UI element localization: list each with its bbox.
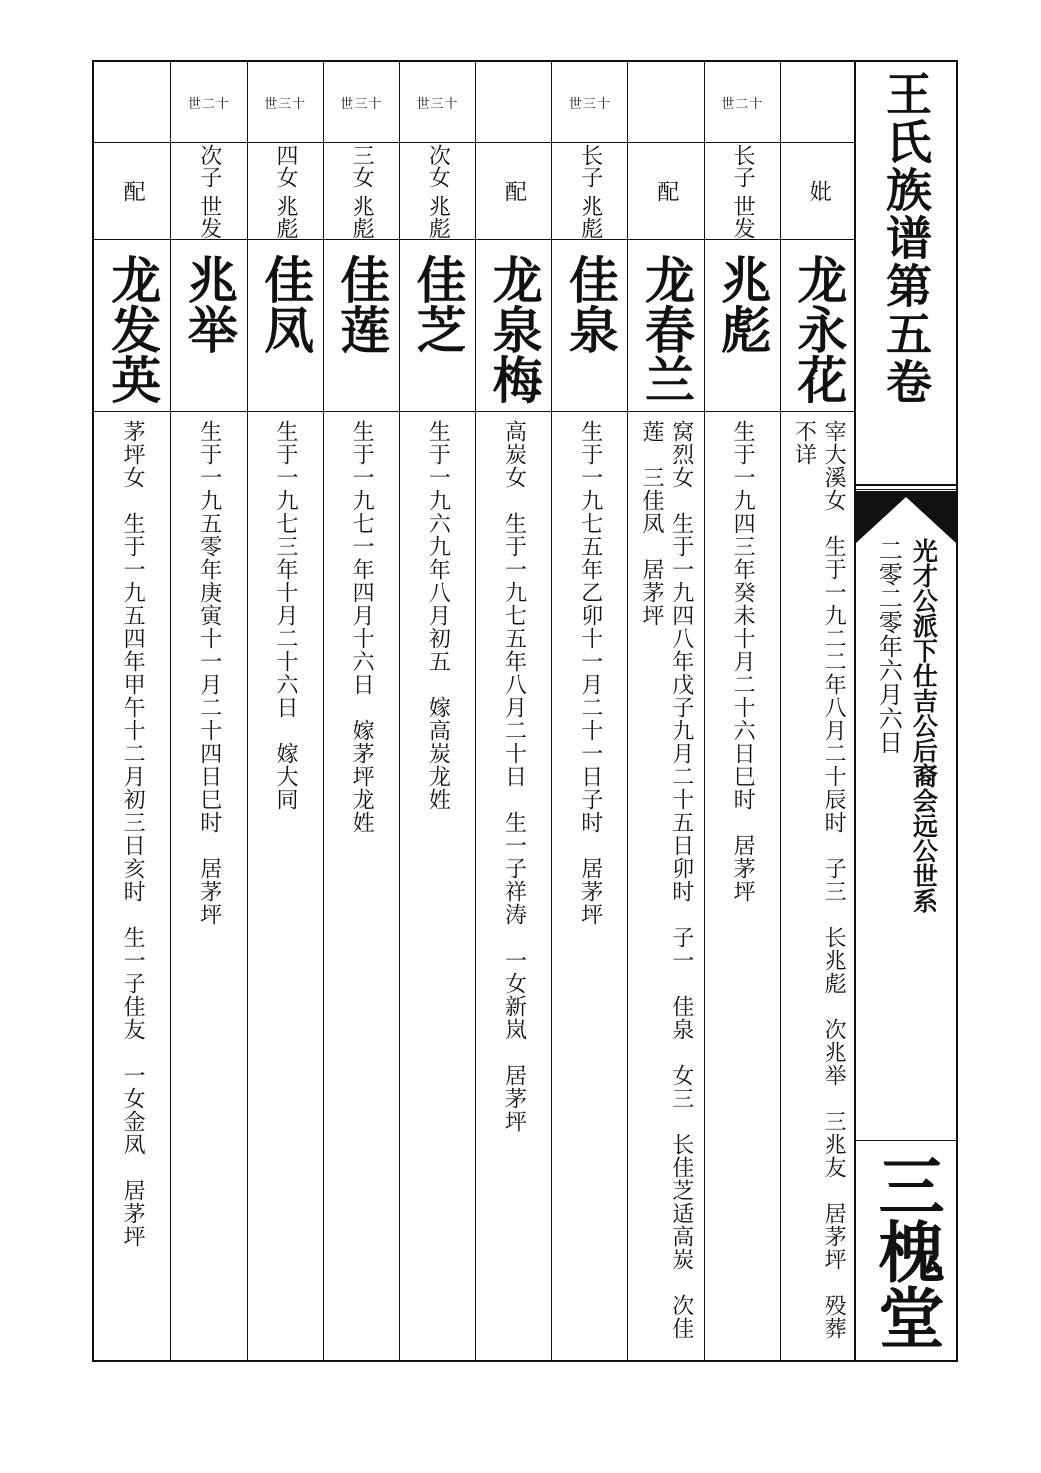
generation-cell: 世二十 [171,62,246,143]
person-name: 龙发英 [103,254,163,404]
title-panel [854,62,956,1360]
person-column [399,62,475,1360]
relation-text: 次子 世发 [196,143,222,239]
relation-text: 四女 兆彪 [272,143,298,239]
generation-cell: 世二十 [705,62,780,143]
person-name: 龙永花 [789,254,849,404]
book-title [856,70,956,406]
name-cell [781,240,856,412]
person-column [323,62,399,1360]
divider [856,1140,956,1141]
person-bio: 生于一九七三年十月二十六日 嫁大同 [272,420,298,811]
person-bio: 生于一九四三年癸未十月二十六日巳时 居茅坪 [730,420,756,903]
relation-cell [248,143,323,240]
relation-cell [628,143,703,240]
name-cell [94,240,170,412]
generation-cell [94,62,170,143]
hall-name [856,1152,956,1350]
name-cell [324,240,399,412]
person-name: 佳莲 [332,254,392,354]
bio-cell [324,412,399,1360]
person-name: 龙春兰 [637,254,697,404]
bio-cell [248,412,323,1360]
bio-cell [781,412,856,1360]
person-bio: 生于一九七五年乙卯十一月二十一日子时 居茅坪 [577,420,603,926]
person-column [627,62,703,1360]
name-cell [552,240,627,412]
hall-name-text: 三槐堂 [867,1152,945,1350]
generation-cell [628,62,703,143]
person-column [475,62,551,1360]
relation-cell [705,143,780,240]
divider [856,484,956,486]
relation-text: 三女 兆彪 [349,143,375,239]
relation-text: 次女 兆彪 [425,143,451,239]
genealogy-page [92,60,958,1362]
relation-cell [94,143,170,240]
name-cell [248,240,323,412]
name-cell [705,240,780,412]
date-text: 二零二零年六月六日 [874,538,903,754]
lineage-text: 光才公派下仕吉公后裔会远公世系 [909,538,939,913]
bio-cell [705,412,780,1360]
relation-text: 配 [501,180,527,202]
relation-cell [324,143,399,240]
bio-cell [628,412,703,1360]
person-bio: 生于一九六九年八月初五 嫁高炭龙姓 [425,420,451,811]
person-bio: 宰大溪女 生于一九二二年八月二十辰时 子三 长兆彪 次兆举 三兆友 居茅坪 殁葬不详 [791,420,847,1340]
fish-tail-ornament [856,491,956,543]
person-column [780,62,856,1360]
bio-cell [552,412,627,1360]
person-column [704,62,780,1360]
bio-cell [94,412,170,1360]
person-name: 兆彪 [713,254,773,354]
bio-cell [171,412,246,1360]
person-name: 龙泉梅 [484,254,544,404]
relation-cell [552,143,627,240]
relation-text: 长子 世发 [730,143,756,239]
relation-cell [400,143,475,240]
relation-cell [171,143,246,240]
bio-cell [476,412,551,1360]
person-column [247,62,323,1360]
person-name: 佳芝 [408,254,468,354]
relation-cell [781,143,856,240]
book-title-text: 王氏族谱第五卷 [879,70,933,406]
relation-text: 妣 [806,180,832,202]
name-cell [476,240,551,412]
bio-cell [400,412,475,1360]
person-bio: 茅坪女 生于一九五四年甲午十二月初三日亥时 生一子佳友 一女金凤 居茅坪 [120,420,146,1248]
person-name: 佳凤 [256,254,316,354]
name-cell [628,240,703,412]
relation-cell [476,143,551,240]
name-cell [400,240,475,412]
lineage-block [856,538,956,1138]
name-cell [171,240,246,412]
person-bio: 生于一九五零年庚寅十一月二十四日巳时 居茅坪 [196,420,222,926]
generation-cell: 世三十 [324,62,399,143]
generation-cell: 世三十 [552,62,627,143]
generation-cell [781,62,856,143]
person-name: 兆举 [179,254,239,354]
person-bio: 窝烈女 生于一九四八年戊子九月二十五日卯时 子一 佳泉 女三 长佳芝适高炭 次佳莲 三佳凤 居茅坪 [639,420,694,1340]
person-column [551,62,627,1360]
generation-cell: 世三十 [248,62,323,143]
generation-table [94,62,856,1360]
person-bio: 高炭女 生于一九七五年八月二十日 生一子祥涛 一女新岚 居茅坪 [501,420,527,1133]
person-column [94,62,170,1360]
person-name: 佳泉 [560,254,620,354]
person-column [170,62,246,1360]
relation-text: 配 [653,180,679,202]
generation-cell: 世三十 [400,62,475,143]
person-bio: 生于一九七一年四月十六日 嫁茅坪龙姓 [349,420,375,834]
relation-text: 长子 兆彪 [577,143,603,239]
divider [856,489,956,490]
relation-text: 配 [120,180,146,202]
generation-cell [476,62,551,143]
